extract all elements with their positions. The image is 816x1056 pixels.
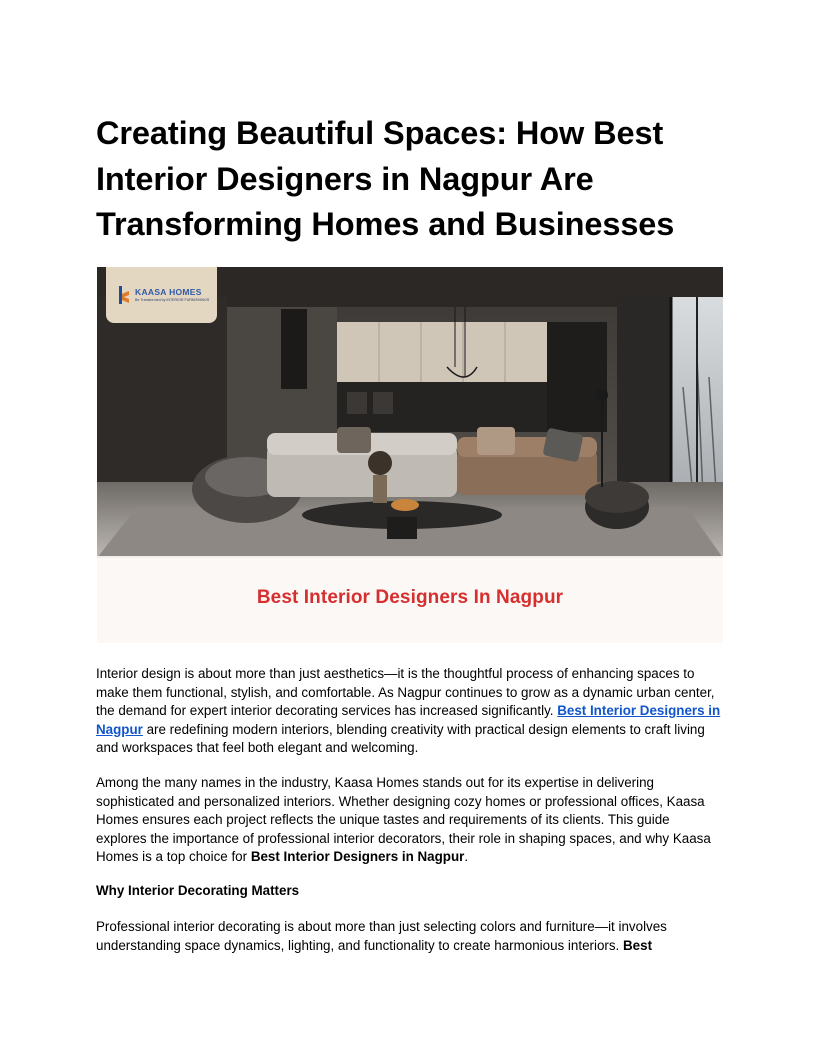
page-title: Creating Beautiful Spaces: How Best Interior Designers in Nagpur Are Transforming Homes and Businesses xyxy=(96,115,675,242)
paragraph-decorating xyxy=(96,918,722,955)
logo-tagline: Be Transformed by INTERIOR FURNISHINGS xyxy=(135,298,210,302)
hero-image xyxy=(97,267,723,643)
section-heading: Why Interior Decorating Matters xyxy=(96,883,300,898)
paragraph-kaasa-text: Among the many names in the industry, Kaasa Homes stands out for its expertise in delivering sophisticated and personalized interiors. Whether designing cozy homes or professional offices, Kaasa Homes ensures each project reflects the unique tastes and requirements of its clients. This guide explores the importance of professional interior decorators, their role in shaping spaces, and why Kaasa Homes is a top choice for xyxy=(96,775,711,864)
paragraph-kaasa-end: . xyxy=(464,849,469,864)
paragraph-intro-text-1: Interior design is about more than just aesthetics—it is the thoughtful process of enhancing spaces to make them functional, stylish, and comfortable. As Nagpur continues to grow as a dynamic urban center, the demand for expert interior decorating services has increased significantly. xyxy=(96,666,715,718)
paragraph-decorating-bold: Best xyxy=(623,937,653,953)
paragraph-intro-text-2: are redefining modern interiors, blending creativity with practical design elements to craft living and workspaces that feel both elegant and welcoming. xyxy=(96,721,705,755)
paragraph-kaasa xyxy=(96,774,722,867)
logo-badge xyxy=(106,267,217,323)
paragraph-decorating-text: Professional interior decorating is about more than just selecting colors and furniture—it involves understanding space dynamics, lighting, and functionality to create harmonious interiors. xyxy=(96,919,667,953)
best-interior-designers-link[interactable]: Best Interior Designers in Nagpur xyxy=(96,703,721,737)
kaasa-logo-icon xyxy=(118,286,131,304)
logo-name: KAASA HOMES xyxy=(135,287,202,297)
paragraph-kaasa-bold: Best Interior Designers in Nagpur xyxy=(250,849,465,864)
paragraph-intro xyxy=(96,665,722,758)
hero-caption: Best Interior Designers In Nagpur xyxy=(256,587,564,608)
